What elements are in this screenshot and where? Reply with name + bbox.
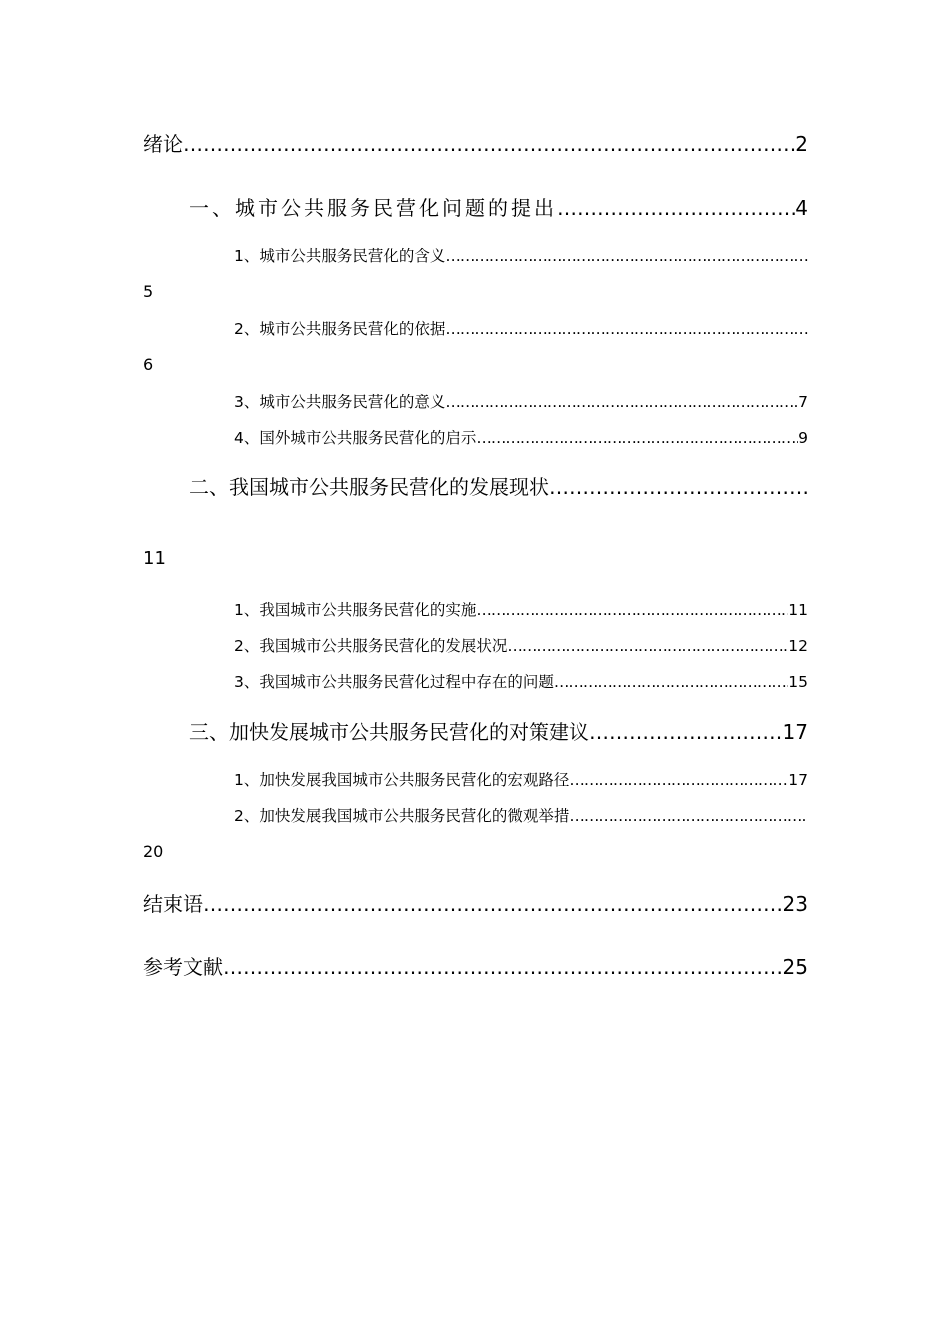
toc-dot-leader	[476, 429, 798, 447]
toc-page-number: 17	[788, 771, 808, 789]
toc-entry-section-1-2[interactable]	[234, 317, 808, 339]
toc-page-number: 11	[788, 601, 808, 619]
toc-dot-leader	[445, 393, 798, 411]
toc-dot-leader	[569, 771, 788, 789]
toc-entry-title: 1、城市公共服务民营化的含义	[234, 247, 446, 265]
toc-dot-leader	[445, 247, 808, 265]
toc-entry-title: 结束语	[143, 892, 203, 916]
toc-entry-title: 4、国外城市公共服务民营化的启示	[234, 429, 477, 447]
toc-dot-leader	[445, 320, 808, 338]
toc-page-number: 4	[795, 196, 808, 220]
toc-entry-chapter-2[interactable]	[189, 471, 808, 500]
toc-dot-leader	[203, 892, 783, 916]
toc-entry-section-2-3[interactable]	[234, 670, 808, 692]
toc-entry-title: 二、我国城市公共服务民营化的发展现状	[189, 475, 549, 499]
toc-entry-section-1-1[interactable]	[234, 244, 808, 266]
toc-page-number: 5	[143, 282, 154, 301]
toc-page-number: 11	[143, 548, 166, 569]
toc-entry-introduction[interactable]	[143, 128, 808, 157]
toc-page-number: 25	[782, 955, 808, 979]
toc-entry-title: 1、我国城市公共服务民营化的实施	[234, 601, 477, 619]
toc-entry-section-2-1[interactable]	[234, 598, 808, 620]
toc-entry-title: 3、城市公共服务民营化的意义	[234, 393, 446, 411]
toc-entry-section-2-2[interactable]	[234, 634, 808, 656]
toc-dot-leader	[589, 720, 783, 744]
toc-page-number: 17	[782, 720, 808, 744]
toc-entry-title: 一、城市公共服务民营化问题的提出	[189, 196, 557, 220]
toc-page-number: 9	[798, 429, 808, 447]
toc-dot-leader	[554, 673, 788, 691]
toc-dot-leader	[183, 132, 795, 156]
toc-dot-leader	[476, 601, 788, 619]
toc-entry-title: 1、加快发展我国城市公共服务民营化的宏观路径	[234, 771, 570, 789]
toc-page-number: 23	[782, 892, 808, 916]
toc-entry-references[interactable]	[143, 951, 808, 980]
toc-entry-title: 绪论	[143, 132, 183, 156]
toc-page-number: 2	[795, 132, 808, 156]
toc-page-number: 7	[798, 393, 808, 411]
toc-page-number: 6	[143, 355, 154, 374]
toc-entry-section-3-1[interactable]	[234, 768, 808, 790]
toc-dot-leader	[557, 196, 795, 220]
toc-entry-section-3-2[interactable]	[234, 804, 808, 826]
toc-entry-title: 2、我国城市公共服务民营化的发展状况	[234, 637, 508, 655]
toc-dot-leader	[569, 807, 808, 825]
toc-entry-title: 2、加快发展我国城市公共服务民营化的微观举措	[234, 807, 570, 825]
toc-dot-leader	[549, 475, 808, 499]
toc-entry-conclusion[interactable]	[143, 888, 808, 917]
toc-entry-chapter-1[interactable]	[189, 192, 808, 221]
toc-page-number: 20	[143, 842, 164, 861]
toc-page-number: 12	[788, 637, 808, 655]
toc-page-number: 15	[788, 673, 808, 691]
toc-entry-section-1-3[interactable]	[234, 390, 808, 412]
toc-dot-leader	[507, 637, 788, 655]
toc-entry-title: 参考文献	[143, 955, 223, 979]
toc-entry-section-1-4[interactable]	[234, 426, 808, 448]
toc-entry-chapter-3[interactable]	[189, 716, 808, 745]
toc-entry-title: 2、城市公共服务民营化的依据	[234, 320, 446, 338]
toc-entry-title: 三、加快发展城市公共服务民营化的对策建议	[189, 720, 589, 744]
toc-dot-leader	[223, 955, 783, 979]
toc-entry-title: 3、我国城市公共服务民营化过程中存在的问题	[234, 673, 554, 691]
